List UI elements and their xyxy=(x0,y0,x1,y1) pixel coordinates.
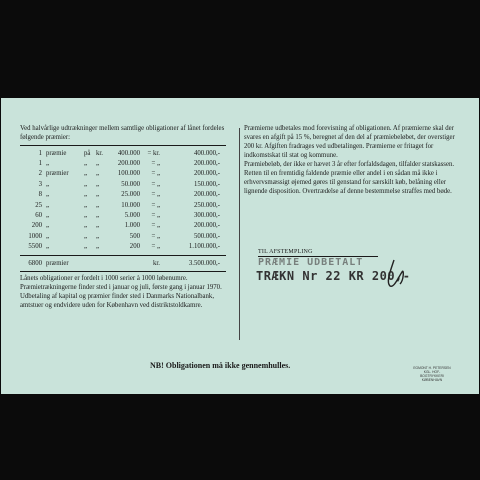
prize-on: „ xyxy=(84,160,88,168)
prize-value: 25.000 xyxy=(121,191,140,199)
prize-count: 1 xyxy=(38,160,42,168)
prize-equals: = „ xyxy=(151,180,160,188)
payout-stamp: PRÆMIE UDBETALT xyxy=(258,257,364,268)
prize-word: „ xyxy=(46,191,50,199)
prize-count: 3 xyxy=(38,180,42,188)
prize-row xyxy=(20,221,230,231)
prize-row xyxy=(20,179,230,189)
prize-total: 500.000,- xyxy=(193,232,220,240)
prize-equals: = „ xyxy=(151,160,160,168)
prize-row xyxy=(20,242,230,252)
prize-word: „ xyxy=(46,201,50,209)
prize-total: 250.000,- xyxy=(193,201,220,209)
prize-count: 1000 xyxy=(28,232,42,240)
prize-count: 8 xyxy=(38,191,42,199)
total-word: præmier xyxy=(46,259,69,267)
prize-count: 1 xyxy=(38,149,42,157)
table-bottom-rule xyxy=(20,271,226,272)
prize-currency: kr. xyxy=(96,149,103,157)
series-text: Lånets obligationer er fordelt i 1000 serier à 1000 løbenumre. Præmietrækningerne finder sted i januar og juli, første gang i januar 1970. xyxy=(20,275,222,292)
prize-row xyxy=(20,158,230,168)
prize-row xyxy=(20,148,230,158)
payment-text: Udbetaling af kapital og præmier finder sted i Danmarks Nationalbank, amtstuer og endvidere uden for København ved distriktstoldkamre. xyxy=(20,293,215,310)
prize-currency: „ xyxy=(96,212,100,220)
prize-total: 300.000,- xyxy=(193,212,220,220)
prize-section xyxy=(20,124,230,310)
prize-currency: „ xyxy=(96,201,100,209)
prize-currency: „ xyxy=(96,191,100,199)
draw-stamp: TRÆKN Nr 22 KR 200,- xyxy=(256,269,411,283)
prize-count: 2 xyxy=(38,170,42,178)
prize-row xyxy=(20,169,230,179)
prize-total: 400.000,- xyxy=(193,149,220,157)
prize-word: „ xyxy=(46,160,50,168)
prize-value: 5.000 xyxy=(124,212,140,220)
prize-count: 5500 xyxy=(28,243,42,251)
prize-value: 200.000 xyxy=(117,160,140,168)
signature xyxy=(380,258,416,290)
prize-currency: „ xyxy=(96,232,100,240)
prize-total: 200.000,- xyxy=(193,191,220,199)
prize-equals: = „ xyxy=(151,170,160,178)
prize-on: „ xyxy=(84,191,88,199)
intro-text: Ved halvårlige udtrækninger mellem samtlige obligationer af lånet fordeles følgende præmier: xyxy=(20,125,225,141)
total-count: 6800 xyxy=(28,259,42,267)
prize-row xyxy=(20,190,230,200)
prize-equals: = „ xyxy=(151,243,160,251)
column-divider xyxy=(239,128,240,340)
table-top-rule xyxy=(20,145,226,146)
prize-word: præmie xyxy=(46,149,67,157)
prize-row xyxy=(20,200,230,210)
prize-total: 200.000,- xyxy=(193,160,220,168)
prize-equals: = „ xyxy=(151,201,160,209)
prize-value: 50.000 xyxy=(121,180,140,188)
prize-word: „ xyxy=(46,212,50,220)
prize-count: 200 xyxy=(31,222,42,230)
prize-total: 200.000,- xyxy=(193,222,220,230)
printer-imprint: EGMONT H. PETERSEN KGL. HOF-BOGTRYKKERI KØBENHAVN xyxy=(413,366,451,382)
total-row xyxy=(20,258,230,268)
prize-equals: = „ xyxy=(151,191,160,199)
prize-value: 400.000 xyxy=(117,149,140,157)
prize-count: 60 xyxy=(35,212,42,220)
prize-total: 150.000,- xyxy=(193,180,220,188)
prize-currency: „ xyxy=(96,160,100,168)
total-amount: 3.500.000,- xyxy=(188,259,220,267)
prize-word: „ xyxy=(46,243,50,251)
prize-value: 500 xyxy=(129,232,140,240)
prize-table xyxy=(20,148,230,272)
prize-word: „ xyxy=(46,222,50,230)
terms-section xyxy=(244,124,456,196)
prize-word: „ xyxy=(46,232,50,240)
nb-notice: NB! Obligationen må ikke gennemhulles. xyxy=(150,361,291,370)
prize-value: 10.000 xyxy=(121,201,140,209)
prize-on: på xyxy=(84,149,91,157)
stamp-heading: TIL AFSTEMPLING xyxy=(258,249,378,257)
total-currency: kr. xyxy=(153,259,160,267)
prize-total: 1.100.000,- xyxy=(188,243,220,251)
prize-word: præmier xyxy=(46,170,69,178)
prize-on: „ xyxy=(84,201,88,209)
prize-currency: „ xyxy=(96,170,100,178)
prize-on: „ xyxy=(84,212,88,220)
prize-equals: = „ xyxy=(151,212,160,220)
prize-currency: „ xyxy=(96,222,100,230)
prize-equals: = „ xyxy=(151,232,160,240)
prize-currency: „ xyxy=(96,243,100,251)
prize-row xyxy=(20,231,230,241)
prize-count: 25 xyxy=(35,201,42,209)
terms-text: Præmierne udbetales mod forevisning af obligationen. Af præmierne skal der svares en afgift på 15 %, beregnet af den del af præmiebeløbet, der overstiger 200 kr. Afgiften fradrages ved udbetalingen. Præmierne er fritaget for indkomstskat til stat og kommune. Præmiebeløb, der ikke er hævet 3 år efter forfaldsdagen, tilfalder statskassen. Retten til en fremtidig faldende præmie eller andel i en sådan må ikke i erhvervsmæssigt øjemed gøres til genstand for særskilt køb, belåning eller lignende disposition. Overtrædelse af denne bestemmelse straffes med bøde. xyxy=(244,125,455,195)
prize-value: 1.000 xyxy=(124,222,140,230)
prize-on: „ xyxy=(84,180,88,188)
prize-on: „ xyxy=(84,232,88,240)
prize-word: „ xyxy=(46,180,50,188)
table-total-rule xyxy=(20,255,226,256)
prize-row xyxy=(20,210,230,220)
prize-on: „ xyxy=(84,170,88,178)
prize-value: 200 xyxy=(129,243,140,251)
prize-value: 100.000 xyxy=(117,170,140,178)
prize-on: „ xyxy=(84,243,88,251)
prize-equals: = kr. xyxy=(147,149,160,157)
prize-equals: = „ xyxy=(151,222,160,230)
prize-on: „ xyxy=(84,222,88,230)
prize-currency: „ xyxy=(96,180,100,188)
prize-total: 200.000,- xyxy=(193,170,220,178)
